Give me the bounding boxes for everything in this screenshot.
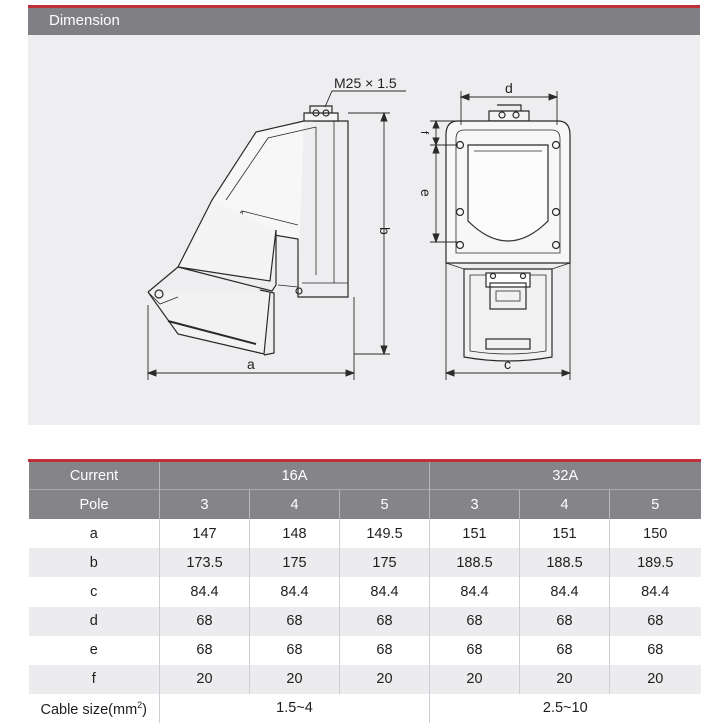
table-row: [29, 636, 701, 665]
table-row: [29, 577, 701, 606]
table-cell: 84.4: [610, 577, 701, 606]
table-cell: 173.5: [160, 548, 250, 577]
cable-size-sup: 2: [137, 699, 143, 710]
row-label: a: [29, 519, 160, 548]
table-cell: 84.4: [250, 577, 340, 606]
table-cell: 68: [610, 607, 701, 636]
cable-size-text-end: ): [142, 701, 148, 718]
table-cell: 84.4: [340, 577, 430, 606]
cable-size-label: [29, 694, 160, 723]
table-row: [29, 607, 701, 636]
table-cell: 20: [340, 665, 430, 694]
table-cell: 151: [430, 519, 520, 548]
row-label: f: [29, 665, 160, 694]
table-cell: 188.5: [520, 548, 610, 577]
front-view: [446, 105, 570, 361]
group-16a: 16A: [160, 461, 430, 490]
dim-b-label: b: [377, 227, 393, 235]
table-header-current: [29, 461, 701, 490]
thread-label: M25 × 1.5: [334, 75, 397, 91]
side-view: [148, 106, 348, 355]
table-cell: 20: [250, 665, 340, 694]
table-cell: 84.4: [520, 577, 610, 606]
group-32a: 32A: [430, 461, 701, 490]
table-cell: 20: [160, 665, 250, 694]
table-cell: 68: [340, 636, 430, 665]
pole-cell: 5: [610, 490, 701, 520]
table-cell: 175: [250, 548, 340, 577]
table-cell: 189.5: [610, 548, 701, 577]
table-cell: 68: [160, 607, 250, 636]
pole-label: Pole: [29, 490, 160, 520]
current-label: Current: [29, 461, 160, 490]
table-row: [29, 519, 701, 548]
table-row-cable-size: [29, 694, 701, 723]
table-cell: 84.4: [160, 577, 250, 606]
dimension-drawing-panel: [28, 35, 700, 425]
cable-size-16a: 1.5~4: [160, 694, 430, 723]
table-cell: 149.5: [340, 519, 430, 548]
table-cell: 20: [610, 665, 701, 694]
pole-cell: 3: [430, 490, 520, 520]
row-label: c: [29, 577, 160, 606]
dim-f-label: f: [418, 131, 430, 135]
table-cell: 20: [520, 665, 610, 694]
row-label: e: [29, 636, 160, 665]
pole-cell: 3: [160, 490, 250, 520]
dim-c-label: c: [504, 356, 511, 372]
row-label: d: [29, 607, 160, 636]
table-row: [29, 548, 701, 577]
pole-cell: 4: [520, 490, 610, 520]
table-cell: 20: [430, 665, 520, 694]
table-cell: 84.4: [430, 577, 520, 606]
table-cell: 148: [250, 519, 340, 548]
table-cell: 188.5: [430, 548, 520, 577]
table-row: [29, 665, 701, 694]
table-cell: 151: [520, 519, 610, 548]
table-cell: 175: [340, 548, 430, 577]
table-cell: 68: [520, 636, 610, 665]
pole-cell: 5: [340, 490, 430, 520]
cable-size-text: Cable size(mm: [40, 701, 138, 718]
table-cell: 68: [340, 607, 430, 636]
table-cell: 68: [250, 636, 340, 665]
table-cell: 68: [160, 636, 250, 665]
dimension-table: [28, 459, 701, 723]
table-cell: 68: [610, 636, 701, 665]
table-cell: 68: [250, 607, 340, 636]
pole-cell: 4: [250, 490, 340, 520]
table-cell: 147: [160, 519, 250, 548]
table-cell: 68: [430, 636, 520, 665]
dim-d-label: d: [505, 80, 513, 96]
section-title: Dimension: [49, 12, 120, 29]
section-header: [28, 5, 700, 35]
cable-size-32a: 2.5~10: [430, 694, 701, 723]
table-header-pole: [29, 490, 701, 520]
table-cell: 68: [430, 607, 520, 636]
table-cell: 68: [520, 607, 610, 636]
table-cell: 150: [610, 519, 701, 548]
row-label: b: [29, 548, 160, 577]
dim-a-label: a: [247, 356, 255, 372]
dimension-drawing: [28, 35, 700, 425]
dim-e-label: e: [418, 189, 434, 197]
